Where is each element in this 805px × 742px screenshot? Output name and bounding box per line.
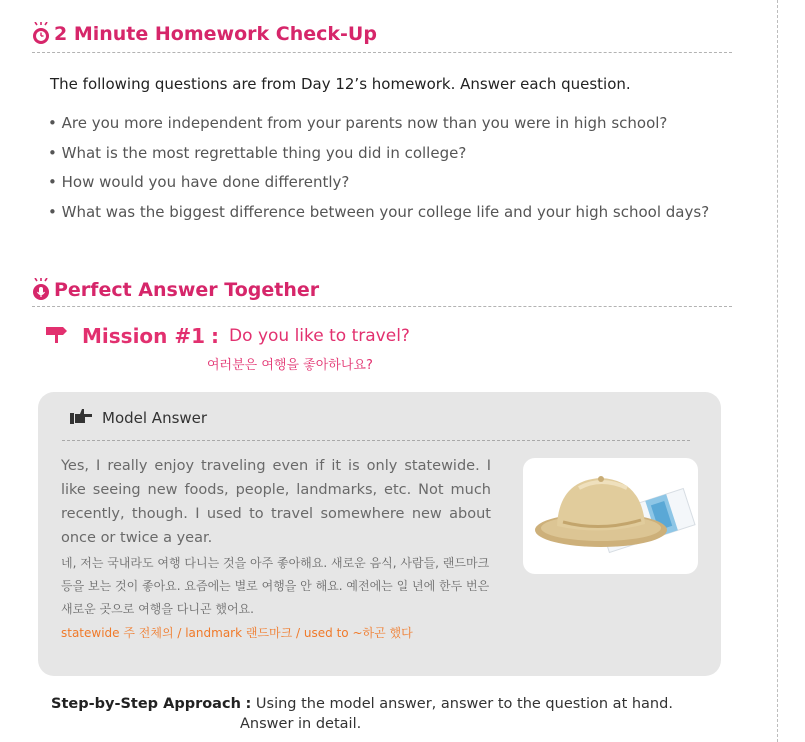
mission-label: Mission #1 xyxy=(82,324,206,348)
question-item: • What is the most regrettable thing you did in college? xyxy=(48,144,467,162)
alarm-clock-icon xyxy=(32,22,50,46)
step-colon: : xyxy=(245,696,252,712)
model-answer-title: Model Answer xyxy=(102,409,208,427)
section-answer-heading xyxy=(32,278,319,302)
page-margin-divider xyxy=(777,0,778,742)
homework-intro: The following questions are from Day 12’s homework. Answer each question. xyxy=(50,75,631,93)
model-answer-korean: 네, 저는 국내라도 여행 다니는 것을 아주 좋아해요. 새로운 음식, 사람들, 랜드마크 등을 보는 것이 좋아요. 요즘에는 별로 여행을 안 해요. 예전에는 일 년에 한두 번은 새로운 곳으로 여행을 다니곤 했어요. xyxy=(61,556,490,616)
vocabulary-notes: statewide 주 전체의 / landmark 랜드마크 / used to ~하곤 했다 xyxy=(61,626,413,640)
section-homework-title: 2 Minute Homework Check-Up xyxy=(54,23,377,45)
model-answer-divider xyxy=(62,440,690,441)
model-answer-heading xyxy=(70,408,207,428)
mission-heading xyxy=(46,324,410,348)
section-homework-divider xyxy=(32,52,732,53)
step-instruction-line1: Using the model answer, answer to the question at hand. xyxy=(255,696,673,712)
step-by-step-approach xyxy=(51,696,673,712)
question-item: • Are you more independent from your parents now than you were in high school? xyxy=(48,114,668,132)
travel-image xyxy=(523,458,698,574)
pointing-hand-icon xyxy=(70,408,92,428)
pith-helmet-ticket-illustration xyxy=(523,458,698,574)
mission-question: Do you like to travel? xyxy=(229,326,410,346)
microphone-icon xyxy=(32,278,50,302)
mission-question-korean: 여러분은 여행을 좋아하나요? xyxy=(207,358,373,373)
step-label: Step-by-Step Approach xyxy=(51,696,241,712)
question-item: • How would you have done differently? xyxy=(48,173,350,191)
signpost-arrow-icon xyxy=(46,325,72,347)
question-item: • What was the biggest difference between your college life and your high school days? xyxy=(48,203,710,221)
section-answer-divider xyxy=(32,306,732,307)
step-instruction-line2: Answer in detail. xyxy=(240,716,362,732)
section-answer-title: Perfect Answer Together xyxy=(54,279,320,301)
model-answer-english: Yes, I really enjoy traveling even if it is only statewide. I like seeing new foods, people, landmarks, etc. Not much recently, though. I used to travel somewhere new about once or twice a year. xyxy=(61,458,491,546)
section-homework-heading xyxy=(32,22,377,46)
mission-colon: : xyxy=(211,324,220,348)
